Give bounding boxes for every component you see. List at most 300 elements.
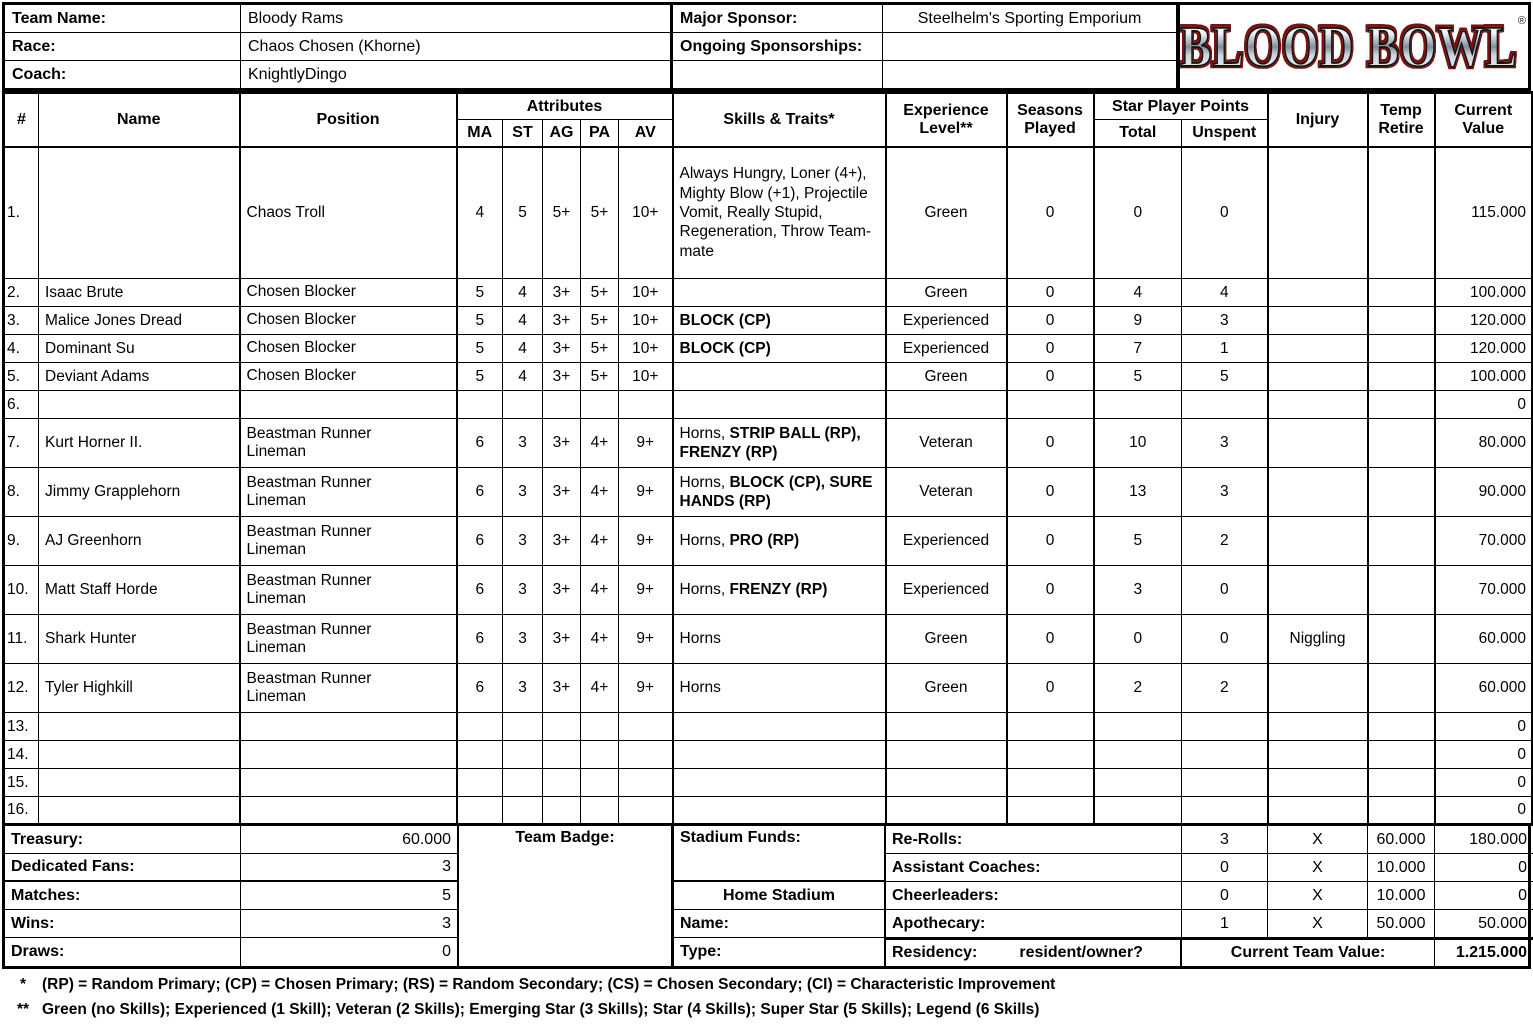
player-name [39,769,240,797]
player-pa [581,769,619,797]
player-skills: BLOCK (CP) [673,307,886,335]
player-skills: Horns, STRIP BALL (RP), FRENZY (RP) [673,419,886,468]
footnote-text-1: (RP) = Random Primary; (CP) = Chosen Primary; (RS) = Random Secondary; (CS) = Chosen Secondary; (CI) = Characteristic Improvement [42,976,1056,993]
player-row [4,741,1533,769]
coach-value: KnightlyDingo [241,61,671,88]
major-sponsor-label: Major Sponsor: [671,5,883,33]
col-header-ma: MA [457,120,503,147]
wins-value: 3 [241,910,459,938]
player-seasons-played [1007,797,1094,825]
player-ag [543,741,581,769]
col-header-number: # [4,93,39,147]
player-ag [543,713,581,741]
player-temp-retire [1368,741,1435,769]
player-ag: 3+ [543,468,581,517]
col-header-av: AV [619,120,673,147]
player-number: 5. [4,363,39,391]
player-pa: 4+ [581,517,619,566]
player-seasons-played: 0 [1007,363,1094,391]
player-av [619,797,673,825]
assistant-coaches-cost: 10.000 [1368,854,1435,882]
coach-label: Coach: [5,61,241,88]
player-spp-total: 2 [1094,664,1182,713]
player-ma [457,769,503,797]
player-injury [1268,664,1368,713]
player-current-value: 115.000 [1435,147,1533,279]
player-temp-retire [1368,517,1435,566]
player-spp-total [1094,769,1182,797]
player-current-value: 70.000 [1435,566,1533,615]
apothecary-label: Apothecary: [886,910,1182,938]
player-ag: 3+ [543,566,581,615]
player-experience-level: Experienced [886,517,1007,566]
player-position: Beastman Runner Lineman [240,566,457,615]
player-spp-total [1094,713,1182,741]
player-position [240,741,457,769]
player-ag [543,391,581,419]
matches-label: Matches: [5,882,241,910]
player-seasons-played: 0 [1007,279,1094,307]
player-seasons-played [1007,769,1094,797]
col-header-spp-total: Total [1094,120,1182,147]
player-av: 9+ [619,664,673,713]
player-st: 4 [503,279,543,307]
player-spp-total: 10 [1094,419,1182,468]
player-pa [581,797,619,825]
footnote-marker-1: * [19,976,27,993]
player-current-value: 90.000 [1435,468,1533,517]
apothecary-total: 50.000 [1435,910,1533,938]
col-header-star-player-points: Star Player Points [1094,93,1268,120]
rerolls-cost: 60.000 [1368,826,1435,854]
player-row [4,335,1533,363]
player-spp-total [1094,741,1182,769]
player-current-value: 70.000 [1435,517,1533,566]
player-spp-unspent [1182,769,1268,797]
assistant-coaches-x: X [1268,854,1368,882]
player-injury [1268,741,1368,769]
footnote-marker-2: ** [16,1000,30,1018]
player-experience-level: Green [886,363,1007,391]
sponsor-empty-label-cell [671,61,883,88]
player-st: 3 [503,664,543,713]
player-experience-level [886,391,1007,419]
player-temp-retire [1368,391,1435,419]
player-av: 9+ [619,566,673,615]
player-pa [581,391,619,419]
player-position: Chosen Blocker [240,279,457,307]
player-st [503,391,543,419]
player-position: Beastman Runner Lineman [240,615,457,664]
treasury-value: 60.000 [241,826,459,854]
player-experience-level: Veteran [886,419,1007,468]
residency-cell [886,938,1182,966]
player-seasons-played: 0 [1007,566,1094,615]
col-header-experience: Experience Level** [886,93,1007,147]
player-av: 9+ [619,615,673,664]
player-position [240,713,457,741]
player-pa [581,741,619,769]
player-spp-total: 9 [1094,307,1182,335]
player-injury [1268,566,1368,615]
player-injury [1268,419,1368,468]
rerolls-qty: 3 [1182,826,1268,854]
player-current-value: 120.000 [1435,307,1533,335]
player-current-value: 120.000 [1435,335,1533,363]
player-spp-total: 7 [1094,335,1182,363]
player-experience-level: Green [886,147,1007,279]
player-experience-level [886,741,1007,769]
player-ma: 6 [457,517,503,566]
blood-bowl-logo [1177,5,1526,88]
draws-value: 0 [241,938,459,966]
player-name: Matt Staff Horde [39,566,240,615]
player-ag: 5+ [543,147,581,279]
player-number: 10. [4,566,39,615]
player-spp-total: 5 [1094,363,1182,391]
player-seasons-played: 0 [1007,664,1094,713]
col-header-spp-unspent: Unspent [1182,120,1268,147]
current-team-value-label: Current Team Value: [1182,938,1435,966]
player-name: Jimmy Grapplehorn [39,468,240,517]
player-current-value: 100.000 [1435,279,1533,307]
player-spp-unspent [1182,391,1268,419]
player-temp-retire [1368,769,1435,797]
player-temp-retire [1368,279,1435,307]
player-st: 4 [503,363,543,391]
col-header-skills: Skills & Traits* [673,93,886,147]
player-seasons-played: 0 [1007,147,1094,279]
player-injury [1268,307,1368,335]
player-name: AJ Greenhorn [39,517,240,566]
player-number: 4. [4,335,39,363]
player-pa: 4+ [581,566,619,615]
player-ag: 3+ [543,615,581,664]
player-st: 3 [503,419,543,468]
player-spp-unspent: 0 [1182,147,1268,279]
cheerleaders-qty: 0 [1182,882,1268,910]
player-injury [1268,147,1368,279]
player-row [4,147,1533,279]
team-summary-section [2,826,1531,969]
player-number: 12. [4,664,39,713]
rerolls-label: Re-Rolls: [886,826,1182,854]
footnote-skills-key [4,976,1530,994]
treasury-label: Treasury: [5,826,241,854]
rerolls-x: X [1268,826,1368,854]
race-value: Chaos Chosen (Khorne) [241,33,671,61]
player-temp-retire [1368,363,1435,391]
home-stadium-label: Home Stadium [674,882,886,910]
player-skills [673,769,886,797]
player-skills [673,797,886,825]
footnote-text-2: Green (no Skills); Experienced (1 Skill); Veteran (2 Skills); Emerging Star (3 Skills); Star (4 Skills); Super Star (5 Skills); Legend (6 Skills) [42,1000,1040,1018]
player-av [619,713,673,741]
stadium-type-label: Type: [674,938,886,966]
player-row [4,363,1533,391]
player-spp-total: 4 [1094,279,1182,307]
player-spp-unspent: 0 [1182,566,1268,615]
player-seasons-played: 0 [1007,419,1094,468]
player-ag: 3+ [543,419,581,468]
player-experience-level [886,769,1007,797]
player-skills [673,363,886,391]
player-pa: 4+ [581,664,619,713]
player-temp-retire [1368,615,1435,664]
player-position: Beastman Runner Lineman [240,664,457,713]
player-spp-total: 0 [1094,147,1182,279]
player-skills [673,279,886,307]
player-position: Beastman Runner Lineman [240,468,457,517]
assistant-coaches-label: Assistant Coaches: [886,854,1182,882]
player-position: Chaos Troll [240,147,457,279]
player-injury [1268,468,1368,517]
player-name [39,391,240,419]
player-spp-total [1094,797,1182,825]
player-row [4,664,1533,713]
player-injury [1268,391,1368,419]
major-sponsor-value: Steelhelm's Sporting Emporium [883,5,1177,33]
player-name: Kurt Horner II. [39,419,240,468]
player-spp-total [1094,391,1182,419]
player-ma: 6 [457,419,503,468]
player-row [4,391,1533,419]
player-name [39,741,240,769]
player-number: 3. [4,307,39,335]
player-number: 13. [4,713,39,741]
player-temp-retire [1368,566,1435,615]
player-av [619,741,673,769]
col-header-pa: PA [581,120,619,147]
player-av: 9+ [619,468,673,517]
player-ma: 5 [457,335,503,363]
player-spp-unspent: 3 [1182,468,1268,517]
apothecary-x: X [1268,910,1368,938]
player-ma: 5 [457,279,503,307]
player-ma: 6 [457,566,503,615]
col-header-name: Name [39,93,240,147]
player-spp-unspent: 5 [1182,363,1268,391]
player-st [503,713,543,741]
player-pa: 5+ [581,279,619,307]
player-row [4,713,1533,741]
player-ma: 6 [457,615,503,664]
cheerleaders-x: X [1268,882,1368,910]
player-name: Tyler Highkill [39,664,240,713]
apothecary-qty: 1 [1182,910,1268,938]
player-st [503,741,543,769]
player-experience-level [886,713,1007,741]
cheerleaders-label: Cheerleaders: [886,882,1182,910]
player-st: 5 [503,147,543,279]
blood-bowl-logo-text: BLOOD BOWL [1180,14,1518,79]
player-number: 9. [4,517,39,566]
player-skills: Always Hungry, Loner (4+), Mighty Blow (+1), Projectile Vomit, Really Stupid, Regeneration, Throw Team-mate [673,147,886,279]
player-name: Malice Jones Dread [39,307,240,335]
col-header-attributes: Attributes [457,93,673,120]
player-experience-level: Experienced [886,307,1007,335]
player-roster-table [2,91,1533,826]
player-st: 4 [503,307,543,335]
player-spp-unspent [1182,713,1268,741]
wins-label: Wins: [5,910,241,938]
player-position: Beastman Runner Lineman [240,517,457,566]
player-skills: Horns [673,615,886,664]
player-row [4,797,1533,825]
player-row [4,566,1533,615]
player-ag [543,797,581,825]
col-header-ag: AG [543,120,581,147]
player-av: 10+ [619,363,673,391]
player-seasons-played: 0 [1007,307,1094,335]
player-current-value: 100.000 [1435,363,1533,391]
player-name [39,797,240,825]
player-row [4,517,1533,566]
player-spp-total: 13 [1094,468,1182,517]
player-st: 3 [503,517,543,566]
player-current-value: 80.000 [1435,419,1533,468]
sponsor-empty-value-cell [883,61,1177,88]
player-experience-level: Green [886,279,1007,307]
player-injury: Niggling [1268,615,1368,664]
col-header-position: Position [240,93,457,147]
player-number: 11. [4,615,39,664]
player-spp-unspent: 0 [1182,615,1268,664]
assistant-coaches-qty: 0 [1182,854,1268,882]
player-skills: Horns, BLOCK (CP), SURE HANDS (RP) [673,468,886,517]
player-position: Chosen Blocker [240,307,457,335]
player-st: 4 [503,335,543,363]
ongoing-sponsorships-value [883,33,1177,61]
player-name: Deviant Adams [39,363,240,391]
col-header-temp-retire: Temp Retire [1368,93,1435,147]
player-temp-retire [1368,307,1435,335]
player-position [240,391,457,419]
player-current-value: 0 [1435,713,1533,741]
player-spp-unspent: 4 [1182,279,1268,307]
player-seasons-played: 0 [1007,468,1094,517]
player-pa [581,713,619,741]
player-number: 6. [4,391,39,419]
player-number: 8. [4,468,39,517]
current-team-value: 1.215.000 [1435,938,1533,966]
player-name [39,147,240,279]
player-skills [673,713,886,741]
player-spp-unspent [1182,741,1268,769]
player-injury [1268,517,1368,566]
player-spp-unspent: 2 [1182,664,1268,713]
dedicated-fans-label: Dedicated Fans: [5,854,241,882]
player-spp-unspent: 3 [1182,419,1268,468]
player-ag: 3+ [543,363,581,391]
player-ag [543,769,581,797]
player-current-value: 0 [1435,391,1533,419]
player-spp-unspent: 3 [1182,307,1268,335]
player-skills: Horns [673,664,886,713]
player-row [4,419,1533,468]
player-pa: 5+ [581,147,619,279]
player-experience-level: Green [886,664,1007,713]
player-spp-unspent: 2 [1182,517,1268,566]
player-experience-level: Experienced [886,566,1007,615]
player-st: 3 [503,566,543,615]
player-skills: Horns, FRENZY (RP) [673,566,886,615]
team-badge-area: Team Badge: [459,826,674,966]
player-spp-total: 3 [1094,566,1182,615]
player-temp-retire [1368,468,1435,517]
player-ma: 4 [457,147,503,279]
player-pa: 5+ [581,307,619,335]
player-spp-total: 5 [1094,517,1182,566]
player-av: 10+ [619,147,673,279]
race-label: Race: [5,33,241,61]
player-name: Shark Hunter [39,615,240,664]
player-row [4,307,1533,335]
player-current-value: 60.000 [1435,615,1533,664]
player-position: Chosen Blocker [240,335,457,363]
ongoing-sponsorships-label: Ongoing Sponsorships: [671,33,883,61]
stadium-funds-label: Stadium Funds: [674,826,886,882]
player-av: 9+ [619,419,673,468]
player-injury [1268,769,1368,797]
player-seasons-played [1007,741,1094,769]
cheerleaders-cost: 10.000 [1368,882,1435,910]
player-av: 10+ [619,279,673,307]
player-current-value: 0 [1435,741,1533,769]
player-name [39,713,240,741]
player-experience-level: Experienced [886,335,1007,363]
player-name: Dominant Su [39,335,240,363]
player-position [240,797,457,825]
player-experience-level: Veteran [886,468,1007,517]
player-seasons-played: 0 [1007,335,1094,363]
player-st: 3 [503,468,543,517]
player-row [4,468,1533,517]
player-position: Beastman Runner Lineman [240,419,457,468]
dedicated-fans-value: 3 [241,854,459,882]
player-seasons-played [1007,713,1094,741]
player-av: 9+ [619,517,673,566]
player-av: 10+ [619,307,673,335]
residency-value: resident/owner? [1019,944,1143,961]
footnotes [2,969,1532,1019]
player-ma [457,741,503,769]
player-injury [1268,279,1368,307]
col-header-seasons: Seasons Played [1007,93,1094,147]
player-number: 14. [4,741,39,769]
player-pa: 4+ [581,419,619,468]
player-temp-retire [1368,797,1435,825]
player-row [4,615,1533,664]
player-ma [457,391,503,419]
player-injury [1268,797,1368,825]
player-temp-retire [1368,713,1435,741]
player-injury [1268,335,1368,363]
player-pa: 4+ [581,468,619,517]
col-header-injury: Injury [1268,93,1368,147]
player-ma: 5 [457,307,503,335]
player-current-value: 60.000 [1435,664,1533,713]
player-skills: BLOCK (CP) [673,335,886,363]
team-name-label: Team Name: [5,5,241,33]
matches-value: 5 [241,882,459,910]
player-ag: 3+ [543,279,581,307]
player-position [240,769,457,797]
rerolls-total: 180.000 [1435,826,1533,854]
player-temp-retire [1368,664,1435,713]
player-name: Isaac Brute [39,279,240,307]
player-ag: 3+ [543,335,581,363]
